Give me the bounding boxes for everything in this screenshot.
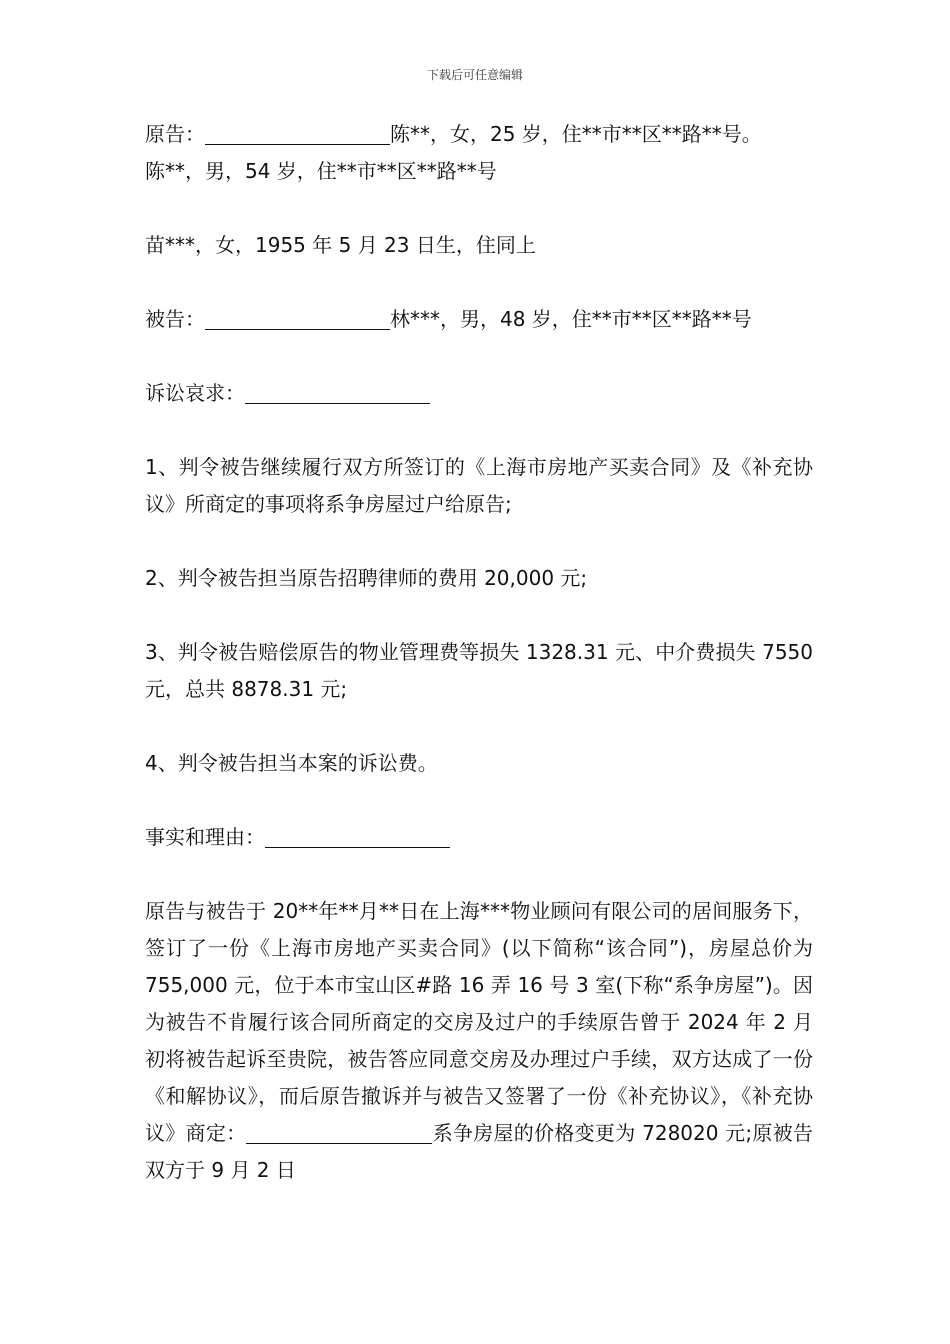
facts-paragraph [145, 893, 813, 1189]
fill-blank [322, 1121, 432, 1144]
facts-text-after: 系争房屋的价格变更为 728020 元;原被告双方于 9 月 2 日 [145, 1121, 813, 1182]
fill-blank [265, 825, 450, 848]
defendant-line [145, 301, 813, 338]
facts-text-before: 原告与被告于 20**年**月**日在上海***物业顾问有限公司的居间服务下，签订了一份《上海市房地产买卖合同》(以下简称“该合同”)，房屋总价为 755,000 元，位于本市宝山区#路 16 弄 16 号 3 室(下称“系争房屋”)。因为被告不肯履行该合同所商定的交房及过户的手续原告曾于 2024 年 2 月初将被告起诉至贵院，被告答应同意交房及办理过户手续，双方达成了一份《和解协议》，而后原告撤诉并与被告又签署了一份《补充协议》，《补充协议》商定： [145, 899, 813, 1145]
document-body [145, 116, 813, 1189]
fill-blank [205, 122, 390, 145]
claim-item: 4、判令被告担当本案的诉讼费。 [145, 751, 438, 775]
defendant-text: 林***，男，48 岁，住**市**区**路**号 [390, 307, 752, 331]
claim-item: 3、判令被告赔偿原告的物业管理费等损失 1328.31 元、中介费损失 7550 元，总共 8878.31 元; [145, 640, 813, 701]
defendant-label: 被告： [145, 307, 205, 331]
fill-blank [205, 307, 390, 330]
claims-label: 诉讼哀求： [145, 381, 245, 405]
plaintiff-line-2: 陈**，男，54 岁，住**市**区**路**号 [145, 159, 497, 183]
plaintiff-1-text: 陈**，女，25 岁，住**市**区**路**号。 [390, 122, 762, 146]
plaintiff-line-1 [145, 116, 813, 153]
facts-heading [145, 819, 813, 856]
claims-heading [145, 375, 813, 412]
fill-blank [245, 381, 430, 404]
fill-blank [246, 1121, 322, 1144]
page-header: 下载后可任意编辑 [426, 68, 523, 82]
claim-item: 1、判令被告继续履行双方所签订的《上海市房地产买卖合同》及《补充协议》所商定的事项将系争房屋过户给原告; [145, 455, 813, 516]
plaintiff-line-3: 苗***，女，1955 年 5 月 23 日生，住同上 [145, 233, 536, 257]
claim-item: 2、判令被告担当原告招聘律师的费用 20,000 元; [145, 566, 588, 590]
facts-label: 事实和理由： [145, 825, 265, 849]
plaintiff-label: 原告： [145, 122, 205, 146]
